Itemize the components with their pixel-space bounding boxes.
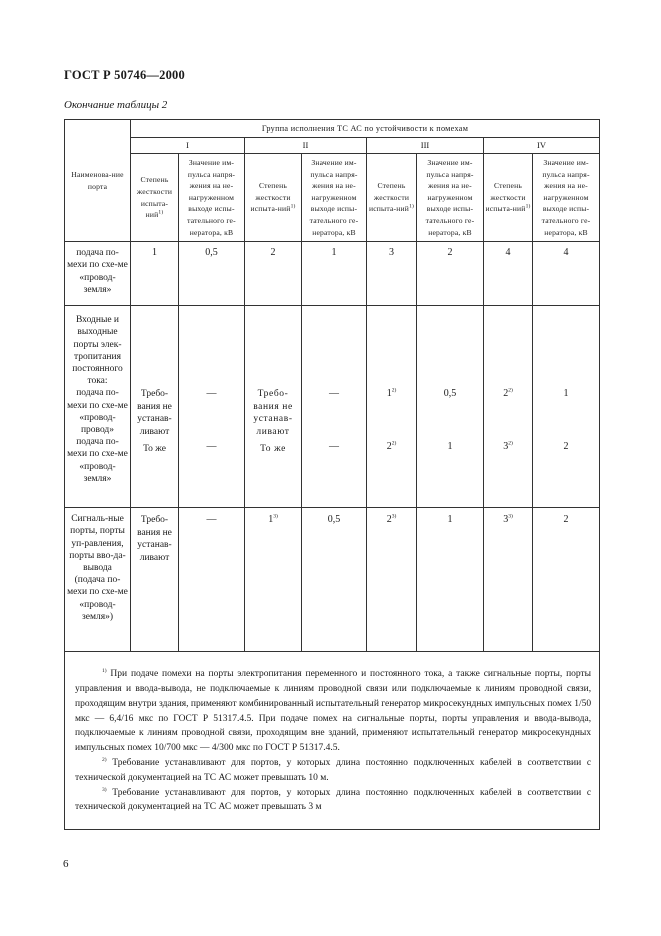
footnote: $^{1)}$ При подаче помехи на порты электропитания переменного и постоянного тока, а также сигнальные порты, порты управления и ввода-вывода, не подключаемые к линиям проводной связи или подключаемые к линиям проводной связи, проходящим внутри здания, применяют комбинированный испытательный генератор микросекундных импульсных помех 1/50 мкс — 6,4/16 мкс по ГОСТ Р 51317.4.5. При подаче помех на сигнальные порты, порты управления и ввода-вывода, подключаемые к линиям проводной связи, проходящим вне зданий, применяют испытательный генератор микросекундных импульсных помех 10/700 мкс — 4/300 мкс по ГОСТ Р 51317.4.5. bbox=[75, 668, 592, 754]
value-cell: 1 bbox=[417, 508, 484, 652]
value-cell: 0,5 bbox=[302, 508, 367, 652]
value-cell: 0,5 1 bbox=[417, 306, 484, 508]
port-name: Входные и выходные порты элек-тропитания постоянного тока: подача по-мехи по схе-ме «провод-провод» подача по-мехи по схе-ме «провод-земля» bbox=[65, 306, 131, 508]
value-cell: 3 bbox=[367, 242, 417, 306]
value-cell: — bbox=[179, 508, 245, 652]
group-label-iii: III bbox=[367, 138, 484, 154]
port-name-header: Наименова-ние порта bbox=[65, 120, 131, 242]
value-cell: 4 bbox=[484, 242, 533, 306]
degree-header: Степень жесткости испыта-ний$^{1)}$ bbox=[484, 154, 533, 242]
footnotes-row bbox=[65, 652, 600, 830]
voltage-header: Значение им-пульса напря-жения на не-нагруженном выходе испы-тательного ге-нератора, кВ bbox=[179, 154, 245, 242]
value-cell: 2$^{2)}$ 3$^{2)}$ bbox=[484, 306, 533, 508]
footnote: $^{3)}$ Требование устанавливают для портов, у которых длина постоянно подключенных кабелей в соответствии с технической документацией на ТС АС может превышать 3 м bbox=[75, 786, 592, 813]
value-cell: 4 bbox=[533, 242, 600, 306]
footnote: $^{2)}$ Требование устанавливают для портов, у которых длина постоянно подключенных кабелей в соответствии с технической документацией на ТС АС может превышать 10 м. bbox=[75, 756, 592, 783]
value-cell: 3$^{3)}$ bbox=[484, 508, 533, 652]
value-cell: 2 bbox=[417, 242, 484, 306]
value-cell: 2 bbox=[533, 508, 600, 652]
value-cell: 1$^{2)}$ 2$^{2)}$ bbox=[367, 306, 417, 508]
value-cell: 1$^{3)}$ bbox=[245, 508, 302, 652]
group-header: Группа исполнения ТС АС по устойчивости к помехам bbox=[131, 120, 600, 138]
value-cell: 1 bbox=[302, 242, 367, 306]
value-cell: 0,5 bbox=[179, 242, 245, 306]
immunity-table bbox=[64, 119, 600, 830]
port-name: Сигналь-ные порты, порты уп-равления, порты вво-да-вывода (подача по-мехи по схе-ме «провод-земля») bbox=[65, 508, 131, 652]
value-cell: Требо-вания не устанав-ливают То же bbox=[131, 306, 179, 508]
table-row bbox=[65, 242, 600, 306]
value-cell: 1 bbox=[131, 242, 179, 306]
degree-header: Степень жесткости испыта-ний$^{1)}$ bbox=[131, 154, 179, 242]
group-label-ii: II bbox=[245, 138, 367, 154]
table-row bbox=[65, 508, 600, 652]
footnotes bbox=[65, 652, 600, 830]
table-row bbox=[65, 306, 600, 508]
port-name: подача по-мехи по схе-ме «провод-земля» bbox=[65, 242, 131, 306]
value-cell: 1 2 bbox=[533, 306, 600, 508]
value-cell: — — bbox=[179, 306, 245, 508]
value-cell: — — bbox=[302, 306, 367, 508]
page-number: 6 bbox=[63, 858, 69, 870]
degree-header: Степень жесткости испыта-ний$^{1)}$ bbox=[245, 154, 302, 242]
group-label-i: I bbox=[131, 138, 245, 154]
voltage-header: Значение им-пульса напря-жения на не-нагруженном выходе испы-тательного ге-нератора, кВ bbox=[417, 154, 484, 242]
voltage-header: Значение им-пульса напря-жения на не-нагруженном выходе испы-тательного ге-нератора, кВ bbox=[302, 154, 367, 242]
value-cell: Требо-вания не устанав-ливают То же bbox=[245, 306, 302, 508]
value-cell: Требо-вания не устанав-ливают bbox=[131, 508, 179, 652]
degree-header: Степень жесткости испыта-ний$^{1)}$ bbox=[367, 154, 417, 242]
group-label-iv: IV bbox=[484, 138, 600, 154]
voltage-header: Значение им-пульса напря-жения на не-нагруженном выходе испы-тательного ге-нератора, кВ bbox=[533, 154, 600, 242]
value-cell: 2$^{3)}$ bbox=[367, 508, 417, 652]
value-cell: 2 bbox=[245, 242, 302, 306]
table-caption: Окончание таблицы 2 bbox=[64, 99, 168, 111]
document-code: ГОСТ Р 50746—2000 bbox=[64, 68, 185, 82]
